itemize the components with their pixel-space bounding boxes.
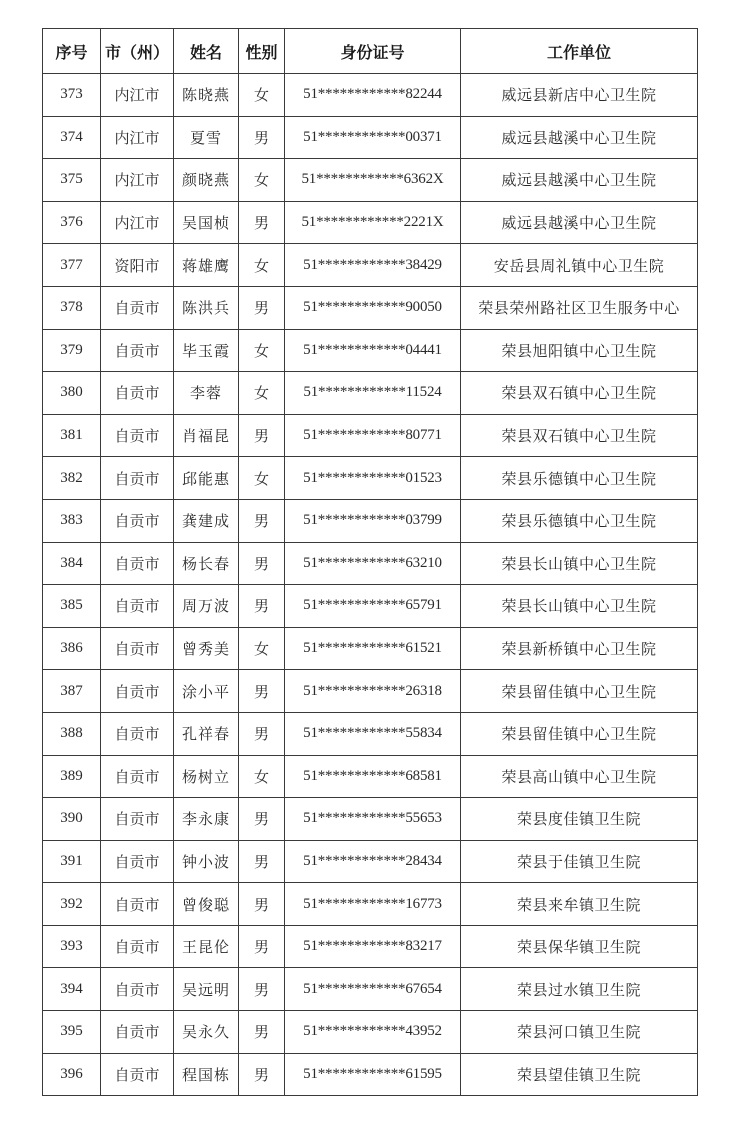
cell-work-unit: 荣县乐德镇中心卫生院 bbox=[461, 457, 698, 500]
cell-id-number: 51************80771 bbox=[285, 414, 461, 457]
cell-serial-no: 385 bbox=[43, 585, 101, 628]
cell-work-unit: 荣县保华镇卫生院 bbox=[461, 925, 698, 968]
table-row bbox=[43, 670, 698, 713]
cell-gender: 女 bbox=[239, 74, 285, 117]
cell-serial-no: 394 bbox=[43, 968, 101, 1011]
cell-serial-no: 377 bbox=[43, 244, 101, 287]
cell-id-number: 51************90050 bbox=[285, 286, 461, 329]
table-row bbox=[43, 585, 698, 628]
cell-work-unit: 威远县越溪中心卫生院 bbox=[461, 159, 698, 202]
cell-gender: 男 bbox=[239, 414, 285, 457]
cell-gender: 男 bbox=[239, 116, 285, 159]
cell-serial-no: 374 bbox=[43, 116, 101, 159]
header-city: 市（州） bbox=[101, 29, 174, 74]
cell-work-unit: 威远县越溪中心卫生院 bbox=[461, 201, 698, 244]
cell-serial-no: 391 bbox=[43, 840, 101, 883]
cell-gender: 男 bbox=[239, 201, 285, 244]
cell-name: 陈晓燕 bbox=[174, 74, 239, 117]
table-row bbox=[43, 499, 698, 542]
cell-gender: 男 bbox=[239, 712, 285, 755]
cell-serial-no: 373 bbox=[43, 74, 101, 117]
cell-work-unit: 荣县留佳镇中心卫生院 bbox=[461, 670, 698, 713]
table-row bbox=[43, 286, 698, 329]
cell-serial-no: 388 bbox=[43, 712, 101, 755]
cell-serial-no: 378 bbox=[43, 286, 101, 329]
cell-name: 曾秀美 bbox=[174, 627, 239, 670]
cell-id-number: 51************26318 bbox=[285, 670, 461, 713]
table-row bbox=[43, 925, 698, 968]
cell-work-unit: 荣县高山镇中心卫生院 bbox=[461, 755, 698, 798]
cell-serial-no: 375 bbox=[43, 159, 101, 202]
cell-id-number: 51************03799 bbox=[285, 499, 461, 542]
cell-work-unit: 荣县双石镇中心卫生院 bbox=[461, 414, 698, 457]
cell-gender: 男 bbox=[239, 840, 285, 883]
cell-city: 自贡市 bbox=[101, 840, 174, 883]
cell-name: 钟小波 bbox=[174, 840, 239, 883]
table-row bbox=[43, 755, 698, 798]
cell-serial-no: 379 bbox=[43, 329, 101, 372]
cell-work-unit: 荣县河口镇卫生院 bbox=[461, 1011, 698, 1054]
cell-gender: 男 bbox=[239, 670, 285, 713]
cell-id-number: 51************38429 bbox=[285, 244, 461, 287]
cell-id-number: 51************28434 bbox=[285, 840, 461, 883]
cell-city: 自贡市 bbox=[101, 712, 174, 755]
table-row bbox=[43, 244, 698, 287]
cell-gender: 女 bbox=[239, 457, 285, 500]
cell-work-unit: 威远县新店中心卫生院 bbox=[461, 74, 698, 117]
table-row bbox=[43, 798, 698, 841]
cell-id-number: 51************00371 bbox=[285, 116, 461, 159]
cell-serial-no: 393 bbox=[43, 925, 101, 968]
cell-serial-no: 396 bbox=[43, 1053, 101, 1096]
cell-name: 李蓉 bbox=[174, 372, 239, 415]
cell-city: 自贡市 bbox=[101, 585, 174, 628]
cell-work-unit: 荣县长山镇中心卫生院 bbox=[461, 542, 698, 585]
cell-name: 李永康 bbox=[174, 798, 239, 841]
header-gender: 性别 bbox=[239, 29, 285, 74]
cell-name: 杨树立 bbox=[174, 755, 239, 798]
cell-name: 程国栋 bbox=[174, 1053, 239, 1096]
cell-city: 自贡市 bbox=[101, 883, 174, 926]
cell-city: 自贡市 bbox=[101, 286, 174, 329]
cell-work-unit: 荣县度佳镇卫生院 bbox=[461, 798, 698, 841]
cell-id-number: 51************01523 bbox=[285, 457, 461, 500]
header-unit: 工作单位 bbox=[461, 29, 698, 74]
cell-gender: 女 bbox=[239, 372, 285, 415]
cell-id-number: 51************11524 bbox=[285, 372, 461, 415]
cell-city: 自贡市 bbox=[101, 1053, 174, 1096]
table-row bbox=[43, 712, 698, 755]
table-row bbox=[43, 116, 698, 159]
table-row bbox=[43, 329, 698, 372]
cell-name: 孔祥春 bbox=[174, 712, 239, 755]
cell-id-number: 51************04441 bbox=[285, 329, 461, 372]
cell-serial-no: 390 bbox=[43, 798, 101, 841]
cell-serial-no: 392 bbox=[43, 883, 101, 926]
cell-city: 内江市 bbox=[101, 201, 174, 244]
cell-city: 自贡市 bbox=[101, 755, 174, 798]
cell-name: 吴永久 bbox=[174, 1011, 239, 1054]
cell-id-number: 51************82244 bbox=[285, 74, 461, 117]
cell-work-unit: 荣县来牟镇卫生院 bbox=[461, 883, 698, 926]
table-row bbox=[43, 968, 698, 1011]
cell-gender: 女 bbox=[239, 159, 285, 202]
table-row bbox=[43, 627, 698, 670]
cell-id-number: 51************61521 bbox=[285, 627, 461, 670]
cell-serial-no: 395 bbox=[43, 1011, 101, 1054]
cell-serial-no: 383 bbox=[43, 499, 101, 542]
cell-name: 夏雪 bbox=[174, 116, 239, 159]
cell-name: 周万波 bbox=[174, 585, 239, 628]
cell-serial-no: 386 bbox=[43, 627, 101, 670]
table-row bbox=[43, 201, 698, 244]
cell-gender: 男 bbox=[239, 925, 285, 968]
cell-id-number: 51************61595 bbox=[285, 1053, 461, 1096]
header-no: 序号 bbox=[43, 29, 101, 74]
cell-gender: 男 bbox=[239, 286, 285, 329]
cell-id-number: 51************55653 bbox=[285, 798, 461, 841]
cell-name: 邱能惠 bbox=[174, 457, 239, 500]
cell-id-number: 51************43952 bbox=[285, 1011, 461, 1054]
cell-serial-no: 380 bbox=[43, 372, 101, 415]
cell-name: 王昆伦 bbox=[174, 925, 239, 968]
table-header bbox=[43, 29, 698, 74]
header-name: 姓名 bbox=[174, 29, 239, 74]
header-row bbox=[43, 29, 698, 74]
table-row bbox=[43, 457, 698, 500]
table-row bbox=[43, 840, 698, 883]
cell-city: 资阳市 bbox=[101, 244, 174, 287]
cell-name: 龚建成 bbox=[174, 499, 239, 542]
cell-city: 自贡市 bbox=[101, 414, 174, 457]
table-row bbox=[43, 414, 698, 457]
cell-serial-no: 389 bbox=[43, 755, 101, 798]
cell-gender: 女 bbox=[239, 627, 285, 670]
table-row bbox=[43, 1011, 698, 1054]
table-row bbox=[43, 372, 698, 415]
cell-gender: 女 bbox=[239, 329, 285, 372]
cell-name: 涂小平 bbox=[174, 670, 239, 713]
cell-gender: 男 bbox=[239, 968, 285, 1011]
cell-serial-no: 384 bbox=[43, 542, 101, 585]
cell-work-unit: 荣县旭阳镇中心卫生院 bbox=[461, 329, 698, 372]
cell-work-unit: 荣县望佳镇卫生院 bbox=[461, 1053, 698, 1096]
cell-name: 毕玉霞 bbox=[174, 329, 239, 372]
cell-id-number: 51************2221X bbox=[285, 201, 461, 244]
cell-gender: 女 bbox=[239, 755, 285, 798]
cell-city: 自贡市 bbox=[101, 670, 174, 713]
cell-name: 吴国桢 bbox=[174, 201, 239, 244]
cell-work-unit: 威远县越溪中心卫生院 bbox=[461, 116, 698, 159]
table-row bbox=[43, 1053, 698, 1096]
cell-work-unit: 荣县于佳镇卫生院 bbox=[461, 840, 698, 883]
cell-serial-no: 381 bbox=[43, 414, 101, 457]
cell-id-number: 51************83217 bbox=[285, 925, 461, 968]
cell-city: 自贡市 bbox=[101, 968, 174, 1011]
cell-city: 自贡市 bbox=[101, 372, 174, 415]
cell-work-unit: 荣县长山镇中心卫生院 bbox=[461, 585, 698, 628]
cell-gender: 男 bbox=[239, 798, 285, 841]
table-row bbox=[43, 159, 698, 202]
cell-serial-no: 376 bbox=[43, 201, 101, 244]
table-row bbox=[43, 883, 698, 926]
cell-work-unit: 荣县乐德镇中心卫生院 bbox=[461, 499, 698, 542]
cell-work-unit: 安岳县周礼镇中心卫生院 bbox=[461, 244, 698, 287]
cell-gender: 女 bbox=[239, 244, 285, 287]
cell-gender: 男 bbox=[239, 585, 285, 628]
cell-city: 自贡市 bbox=[101, 627, 174, 670]
cell-gender: 男 bbox=[239, 1053, 285, 1096]
cell-id-number: 51************63210 bbox=[285, 542, 461, 585]
cell-serial-no: 387 bbox=[43, 670, 101, 713]
cell-id-number: 51************68581 bbox=[285, 755, 461, 798]
cell-id-number: 51************6362X bbox=[285, 159, 461, 202]
cell-name: 颜晓燕 bbox=[174, 159, 239, 202]
cell-gender: 男 bbox=[239, 883, 285, 926]
cell-city: 自贡市 bbox=[101, 329, 174, 372]
cell-name: 陈洪兵 bbox=[174, 286, 239, 329]
document-page bbox=[42, 28, 697, 1096]
cell-city: 自贡市 bbox=[101, 1011, 174, 1054]
cell-name: 杨长春 bbox=[174, 542, 239, 585]
cell-city: 内江市 bbox=[101, 116, 174, 159]
cell-city: 自贡市 bbox=[101, 925, 174, 968]
cell-gender: 男 bbox=[239, 542, 285, 585]
roster-table bbox=[42, 28, 698, 1096]
cell-name: 吴远明 bbox=[174, 968, 239, 1011]
header-id: 身份证号 bbox=[285, 29, 461, 74]
cell-work-unit: 荣县双石镇中心卫生院 bbox=[461, 372, 698, 415]
table-body bbox=[43, 74, 698, 1096]
cell-work-unit: 荣县留佳镇中心卫生院 bbox=[461, 712, 698, 755]
cell-city: 自贡市 bbox=[101, 542, 174, 585]
cell-city: 自贡市 bbox=[101, 457, 174, 500]
cell-city: 自贡市 bbox=[101, 499, 174, 542]
cell-name: 蒋雄鹰 bbox=[174, 244, 239, 287]
cell-id-number: 51************67654 bbox=[285, 968, 461, 1011]
cell-work-unit: 荣县荣州路社区卫生服务中心 bbox=[461, 286, 698, 329]
cell-work-unit: 荣县新桥镇中心卫生院 bbox=[461, 627, 698, 670]
cell-work-unit: 荣县过水镇卫生院 bbox=[461, 968, 698, 1011]
cell-serial-no: 382 bbox=[43, 457, 101, 500]
cell-gender: 男 bbox=[239, 1011, 285, 1054]
table-row bbox=[43, 542, 698, 585]
cell-name: 曾俊聪 bbox=[174, 883, 239, 926]
cell-name: 肖福昆 bbox=[174, 414, 239, 457]
cell-id-number: 51************16773 bbox=[285, 883, 461, 926]
cell-id-number: 51************65791 bbox=[285, 585, 461, 628]
cell-gender: 男 bbox=[239, 499, 285, 542]
cell-id-number: 51************55834 bbox=[285, 712, 461, 755]
cell-city: 内江市 bbox=[101, 159, 174, 202]
table-row bbox=[43, 74, 698, 117]
cell-city: 自贡市 bbox=[101, 798, 174, 841]
cell-city: 内江市 bbox=[101, 74, 174, 117]
